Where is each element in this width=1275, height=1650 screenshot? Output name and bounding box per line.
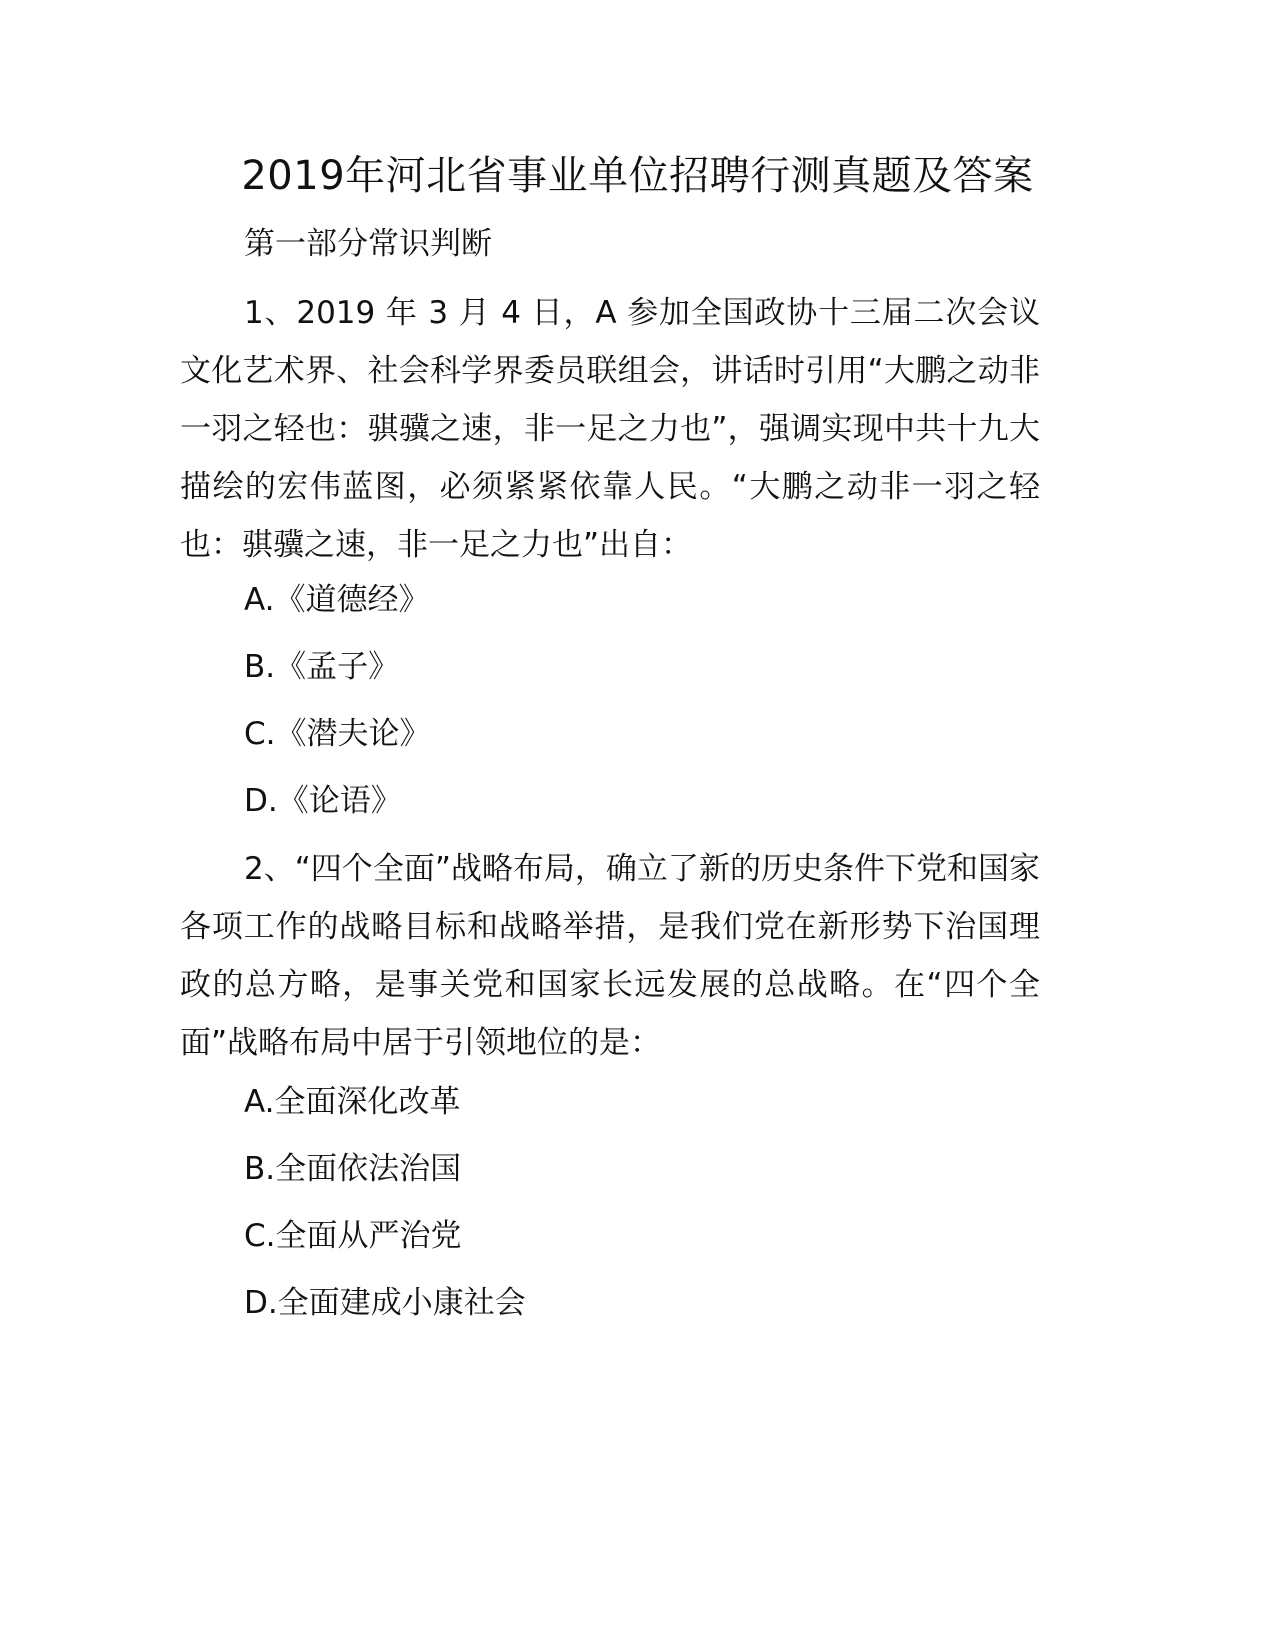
question-1-option-c: C.《潜夫论》 — [244, 716, 431, 752]
question-2-option-a: A.全面深化改革 — [244, 1084, 461, 1120]
question-2-option-d: D.全面建成小康社会 — [244, 1285, 526, 1321]
document-title: 2019年河北省事业单位招聘行测真题及答案 — [241, 153, 1034, 199]
question-2-option-b: B.全面依法治国 — [244, 1151, 462, 1187]
question-2-text: 2、“四个全面”战略布局，确立了新的历史条件下党和国家各项工作的战略目标和战略举措，是我们党在新形势下治国理政的总方略，是事关党和国家长远发展的总战略。在“四个全面”战略布局中居于引领地位的是： — [180, 851, 1040, 1061]
question-1-text: 1、2019 年 3 月 4 日，A 参加全国政协十三届二次会议文化艺术界、社会科学界委员联组会，讲话时引用“大鹏之动非一羽之轻也：骐骥之速，非一足之力也”，强调实现中共十九大描绘的宏伟蓝图，必须紧紧依靠人民。“大鹏之动非一羽之轻也：骐骥之速，非一足之力也”出自： — [180, 295, 1040, 563]
section-heading: 第一部分常识判断 — [244, 226, 492, 262]
question-2-option-c: C.全面从严治党 — [244, 1218, 462, 1254]
question-1-option-d: D.《论语》 — [244, 783, 402, 819]
question-1-option-b: B.《孟子》 — [244, 649, 400, 685]
question-1-option-a: A.《道德经》 — [244, 582, 430, 618]
